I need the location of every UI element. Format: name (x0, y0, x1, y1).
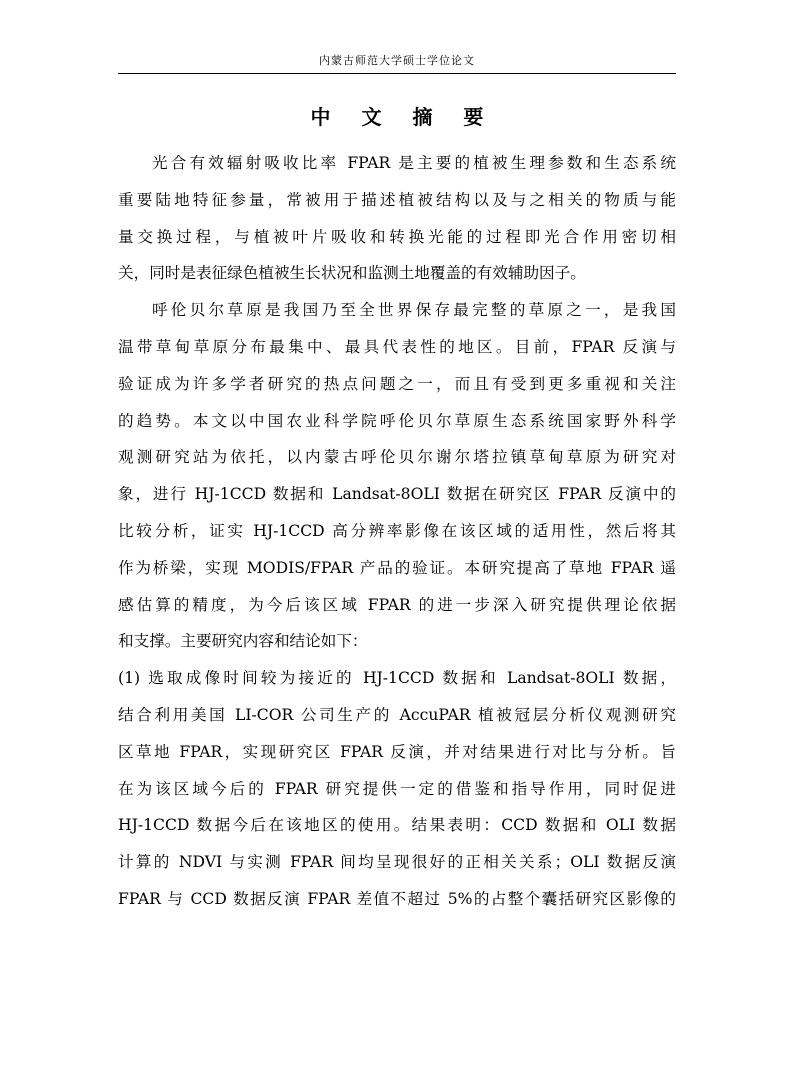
paragraph-1-line-4: 关，同时是表征绿色植被生长状况和监测土地覆盖的有效辅助因子。 (118, 264, 586, 283)
header-rule (118, 73, 676, 74)
paragraph-2-line-5: 观测研究站为依托，以内蒙古呼伦贝尔谢尔塔拉镇草甸草原为研究对 (118, 448, 676, 467)
paragraph-2-line-7: 比较分析，证实 HJ-1CCD 高分辨率影像在该区域的适用性，然后将其 (118, 521, 676, 540)
paragraph-2-line-3: 验证成为许多学者研究的热点问题之一，而且有受到更多重视和关注 (118, 374, 676, 393)
paragraph-1-line-3: 量交换过程，与植被叶片吸收和转换光能的过程即光合作用密切相 (118, 227, 676, 246)
list-item-1-line-5: HJ-1CCD 数据今后在该地区的使用。结果表明：CCD 数据和 OLI 数据 (118, 816, 676, 835)
list-item-1-line-4: 在为该区域今后的 FPAR 研究提供一定的借鉴和指导作用，同时促进 (118, 779, 676, 798)
list-item-1-line-2: 结合利用美国 LI-COR 公司生产的 AccuPAR 植被冠层分析仪观测研究 (118, 705, 676, 724)
abstract-body (118, 145, 676, 918)
paragraph-2-line-2: 温带草甸草原分布最集中、最具代表性的地区。目前，FPAR 反演与 (118, 337, 676, 356)
list-item-1-line-6: 计算的 NDVI 与实测 FPAR 间均呈现很好的正相关关系；OLI 数据反演 (118, 853, 676, 872)
paragraph-2-line-10: 和支撑。主要研究内容和结论如下： (118, 632, 368, 651)
paragraph-1-line-2: 重要陆地特征参量，常被用于描述植被结构以及与之相关的物质与能 (118, 190, 676, 209)
page-title: 中 文 摘 要 (310, 105, 496, 129)
list-item-1-line-3: 区草地 FPAR，实现研究区 FPAR 反演，并对结果进行对比与分析。旨 (118, 742, 676, 761)
paragraph-2-line-9: 感估算的精度，为今后该区域 FPAR 的进一步深入研究提供理论依据 (118, 595, 676, 614)
paragraph-2-line-4: 的趋势。本文以中国农业科学院呼伦贝尔草原生态系统国家野外科学 (118, 411, 676, 430)
paragraph-1-line-1: 光合有效辐射吸收比率 FPAR 是主要的植被生理参数和生态系统 (152, 154, 676, 172)
running-header: 内蒙古师范大学硕士学位论文 (319, 54, 475, 67)
list-item-1-line-7: FPAR 与 CCD 数据反演 FPAR 差值不超过 5%的占整个囊括研究区影像的 (118, 889, 676, 908)
paragraph-2-line-6: 象，进行 HJ-1CCD 数据和 Landsat-8OLI 数据在研究区 FPAR 反演中的 (118, 485, 676, 504)
paragraph-2-line-8: 作为桥梁，实现 MODIS/FPAR 产品的验证。本研究提高了草地 FPAR 遥 (118, 558, 676, 577)
paragraph-2-line-1: 呼伦贝尔草原是我国乃至全世界保存最完整的草原之一，是我国 (152, 301, 676, 320)
list-item-1-line-1: (1) 选取成像时间较为接近的 HJ-1CCD 数据和 Landsat-8OLI 数据， (118, 669, 676, 688)
